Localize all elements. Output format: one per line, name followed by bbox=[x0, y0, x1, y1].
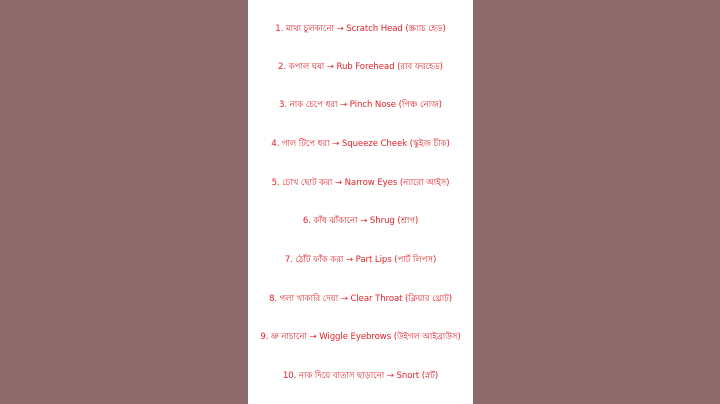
phrase-item-7: 7. ঠোঁট ফাঁক করা → Part Lips (পার্ট লিপস) bbox=[284, 255, 437, 265]
phrase-item-2: 2. কপাল ঘষা → Rub Forehead (রাব ফরহেড) bbox=[278, 62, 443, 72]
phrase-item-6: 6. কাঁধ ঝাঁকানো → Shrug (শ্রাগ) bbox=[302, 216, 419, 226]
phrase-item-4: 4. গাল টিপে ধরা → Squeeze Cheek (স্কুইজ চীক) bbox=[271, 139, 450, 149]
phrase-list bbox=[248, 0, 473, 404]
phrase-panel bbox=[248, 0, 473, 404]
phrase-item-3: 3. নাক চেপে ধরা → Pinch Nose (পিঞ্চ নোজ) bbox=[279, 100, 442, 110]
phrase-item-9: 9. ভ্রু নাচানো → Wiggle Eyebrows (উইগল আইব্রাউস) bbox=[260, 332, 461, 342]
phrase-item-5: 5. চোখ ছোট করা → Narrow Eyes (ন্যারো আইস) bbox=[271, 178, 450, 188]
phrase-item-10: 10. নাক দিয়ে বাতাস ছাড়ানো → Snort (স্নর্ট) bbox=[282, 371, 439, 381]
phrase-item-8: 8. গলা খাকারি দেয়া → Clear Throat (ক্লিয়ার থ্রোট) bbox=[269, 294, 452, 304]
phrase-item-1: 1. মাথা চুলকানো → Scratch Head (স্ক্র্যাচ হেড) bbox=[275, 24, 446, 34]
